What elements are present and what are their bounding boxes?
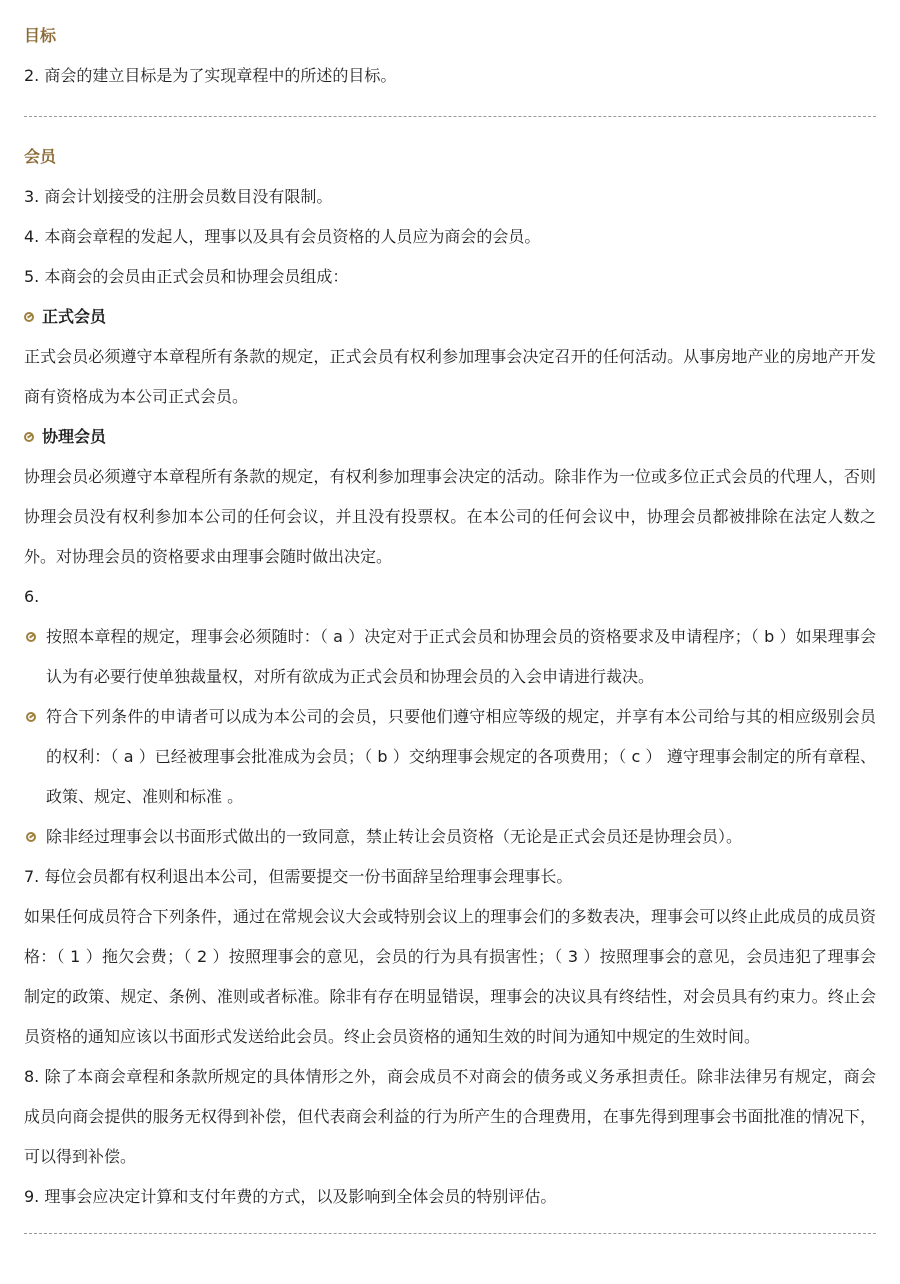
full-member-heading-text: 正式会员 xyxy=(42,307,107,326)
clause-7-detail: 如果任何成员符合下列条件，通过在常规会议大会或特别会议上的理事会们的多数表决，理事会可以终止此成员的成员资格：（ 1 ）拖欠会费；（ 2 ）按照理事会的意见，会员的行为具有损害性；（ 3 ）按照理事会的意见，会员违犯了理事会制定的政策、规定、条例、准则或者标准。除非有存在明显错误，理事会的决议具有终结性，对会员具有约束力。终止会员资格的通知应该以书面形式发送给此会员。终止会员资格的通知生效的时间为通知中规定的生效时间。 xyxy=(24,907,876,1046)
bullet-icon xyxy=(24,432,34,442)
clause-6-bullet-text: 除非经过理事会以书面形式做出的一致同意，禁止转让会员资格（无论是正式会员还是协理会员）。 xyxy=(46,827,743,846)
clause-2: 2. 商会的建立目标是为了实现章程中的所述的目标。 xyxy=(24,66,397,85)
clause-9: 9. 理事会应决定计算和支付年费的方式，以及影响到全体会员的特别评估。 xyxy=(24,1187,557,1206)
clause-6-bullet xyxy=(24,697,876,817)
bullet-icon xyxy=(26,832,36,842)
clause-6-bullet xyxy=(24,817,876,857)
clause-7: 7. 每位会员都有权利退出本公司，但需要提交一份书面辞呈给理事会理事长。 xyxy=(24,867,573,886)
bullet-icon xyxy=(24,312,34,322)
bullet-icon xyxy=(26,632,36,642)
clause-6-bullet-text: 按照本章程的规定，理事会必须随时：（ a ）决定对于正式会员和协理会员的资格要求及申请程序；（ b ）如果理事会认为有必要行使单独裁量权，对所有欲成为正式会员和协理会员的入会申请进行裁决。 xyxy=(46,627,876,686)
clause-6-bullet-text: 符合下列条件的申请者可以成为本公司的会员，只要他们遵守相应等级的规定，并享有本公司给与其的相应级别会员的权利：（ a ）已经被理事会批准成为会员；（ b ）交纳理事会规定的各项费用；（ c ） 遵守理事会制定的所有章程、政策、规定、准则和标准 。 xyxy=(46,707,876,806)
clause-6-bullet xyxy=(24,617,876,697)
bullet-icon xyxy=(26,712,36,722)
section-title-goal: 目标 xyxy=(24,26,57,45)
full-member-heading xyxy=(24,297,876,337)
section-title-members: 会员 xyxy=(24,147,57,166)
clause-5: 5. 本商会的会员由正式会员和协理会员组成： xyxy=(24,267,349,286)
associate-member-text: 协理会员必须遵守本章程所有条款的规定，有权利参加理事会决定的活动。除非作为一位或多位正式会员的代理人，否则协理会员没有权利参加本公司的任何会议，并且没有投票权。在本公司的任何会议中，协理会员都被排除在法定人数之外。对协理会员的资格要求由理事会随时做出决定。 xyxy=(24,467,876,566)
associate-member-heading xyxy=(24,417,876,457)
full-member-text: 正式会员必须遵守本章程所有条款的规定，正式会员有权利参加理事会决定召开的任何活动。从事房地产业的房地产开发商有资格成为本公司正式会员。 xyxy=(24,347,876,406)
clause-3: 3. 商会计划接受的注册会员数目没有限制。 xyxy=(24,187,333,206)
clause-8: 8. 除了本商会章程和条款所规定的具体情形之外，商会成员不对商会的债务或义务承担责任。除非法律另有规定，商会成员向商会提供的服务无权得到补偿，但代表商会利益的行为所产生的合理费用，在事先得到理事会书面批准的情况下，可以得到补偿。 xyxy=(24,1067,876,1166)
section-divider-bottom xyxy=(24,1233,876,1234)
clause-6-label: 6. xyxy=(24,587,40,606)
associate-member-heading-text: 协理会员 xyxy=(42,427,107,446)
clause-4: 4. 本商会章程的发起人，理事以及具有会员资格的人员应为商会的会员。 xyxy=(24,227,541,246)
